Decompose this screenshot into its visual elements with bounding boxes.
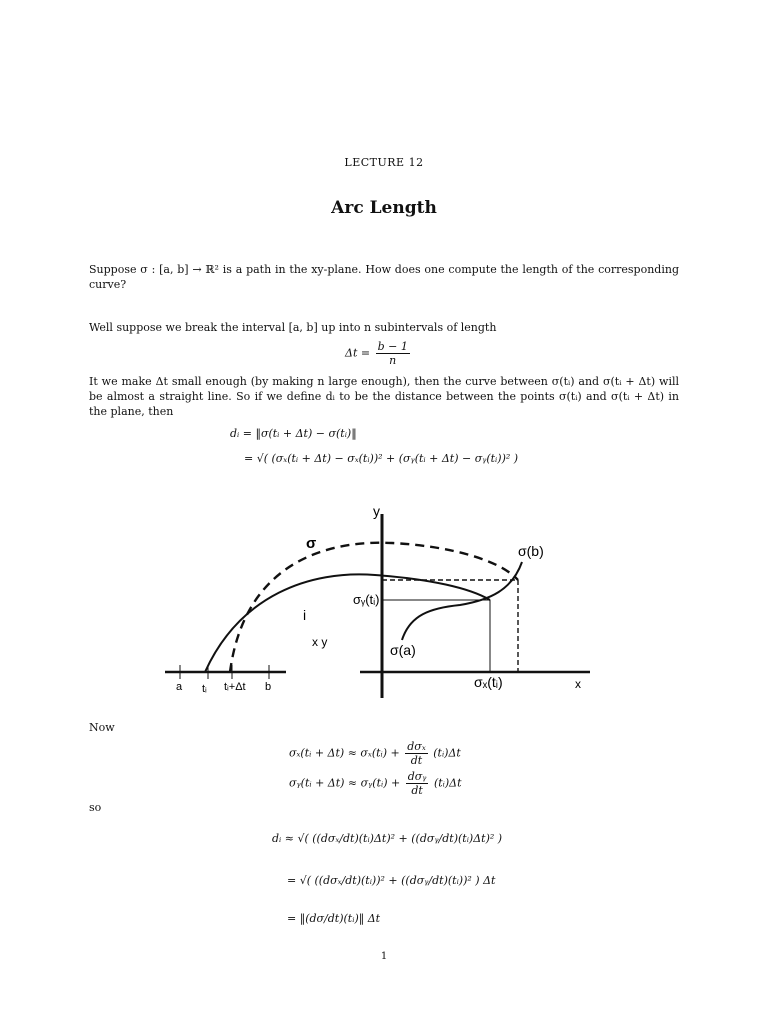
- delta-t-equation: [345, 340, 412, 367]
- lecture-label: LECTURE 12: [344, 156, 424, 169]
- sigma-b-label: σ(b): [518, 543, 544, 559]
- delta-t-numerator: b − 1: [377, 340, 408, 353]
- approx-x-equation: [289, 740, 461, 767]
- page-title: Arc Length: [331, 198, 437, 218]
- final-equation-line2: = √( ((dσₓ/dt)(tᵢ))² + ((dσᵧ/dt)(tᵢ))² ) Δt: [287, 874, 496, 887]
- final-equation-line1: dᵢ ≈ √( ((dσₓ/dt)(tᵢ)Δt)² + ((dσᵧ/dt)(tᵢ)Δt)² ): [272, 832, 503, 845]
- subinterval-paragraph: Well suppose we break the interval [a, b] up into n subintervals of length: [89, 321, 497, 334]
- so-label: so: [89, 801, 102, 814]
- sigma-x-ti-label: σₓ(tᵢ): [474, 674, 503, 690]
- approx-x-fraction: [405, 740, 427, 767]
- tick-a-label: a: [176, 681, 183, 693]
- approx-y-denominator: dt: [411, 784, 423, 797]
- tick-b-label: b: [265, 681, 272, 693]
- intro-paragraph: Suppose σ : [a, b] → ℝ² is a path in the xy-plane. How does one compute the length of the corresponding curve?: [89, 263, 679, 291]
- delta-t-lhs: Δt =: [345, 346, 371, 360]
- x-axis-label: x: [575, 677, 581, 691]
- xy-label: x y: [312, 635, 328, 649]
- final-equation-line3: = ‖(dσ/dt)(tᵢ)‖ Δt: [287, 912, 381, 925]
- distance-equation-line2: = √( (σₓ(tᵢ + Δt) − σₓ(tᵢ))² + (σᵧ(tᵢ + Δt) − σᵧ(tᵢ))² ): [244, 452, 519, 465]
- approx-x-denominator: dt: [410, 754, 423, 767]
- tick-ti-label: tᵢ: [202, 683, 207, 695]
- approx-x-rhs: (tᵢ)Δt: [433, 746, 461, 760]
- sigma-a-label: σ(a): [390, 642, 416, 658]
- sigma-y-ti-label: σᵧ(tᵢ): [353, 592, 380, 607]
- y-axis-label: y: [373, 503, 380, 519]
- approx-y-equation: [289, 770, 462, 797]
- approx-y-rhs: (tᵢ)Δt: [433, 776, 462, 790]
- path-curve: [402, 562, 522, 640]
- i-label: i: [303, 607, 307, 623]
- approx-y-numerator: dσᵧ: [407, 770, 427, 783]
- arc-length-figure: [160, 500, 600, 700]
- distance-equation-line1: dᵢ = ‖σ(tᵢ + Δt) − σ(tᵢ)‖: [230, 427, 357, 440]
- tick-tidt-label: tᵢ+Δt: [224, 681, 246, 693]
- straight-line-paragraph: It we make Δt small enough (by making n large enough), then the curve between σ(tᵢ) and σ(tᵢ + Δt) will be almost a straight line. So if we define dᵢ to be the distance between the points σ(tᵢ) and σ(tᵢ + Δt) in the plane, then: [89, 375, 679, 418]
- delta-t-fraction: [376, 340, 410, 367]
- approx-x-lhs: σₓ(tᵢ + Δt) ≈ σₓ(tᵢ) +: [289, 746, 400, 760]
- delta-t-denominator: n: [389, 354, 397, 367]
- page-number: 1: [380, 951, 388, 962]
- approx-x-numerator: dσₓ: [407, 740, 426, 753]
- sigma-dashed-curve: [230, 543, 518, 672]
- sigma-label: σ: [306, 535, 317, 552]
- approx-y-fraction: [406, 770, 429, 797]
- approx-y-lhs: σᵧ(tᵢ + Δt) ≈ σᵧ(tᵢ) +: [289, 776, 401, 790]
- sigma-solid-curve: [205, 574, 490, 672]
- now-label: Now: [89, 721, 115, 734]
